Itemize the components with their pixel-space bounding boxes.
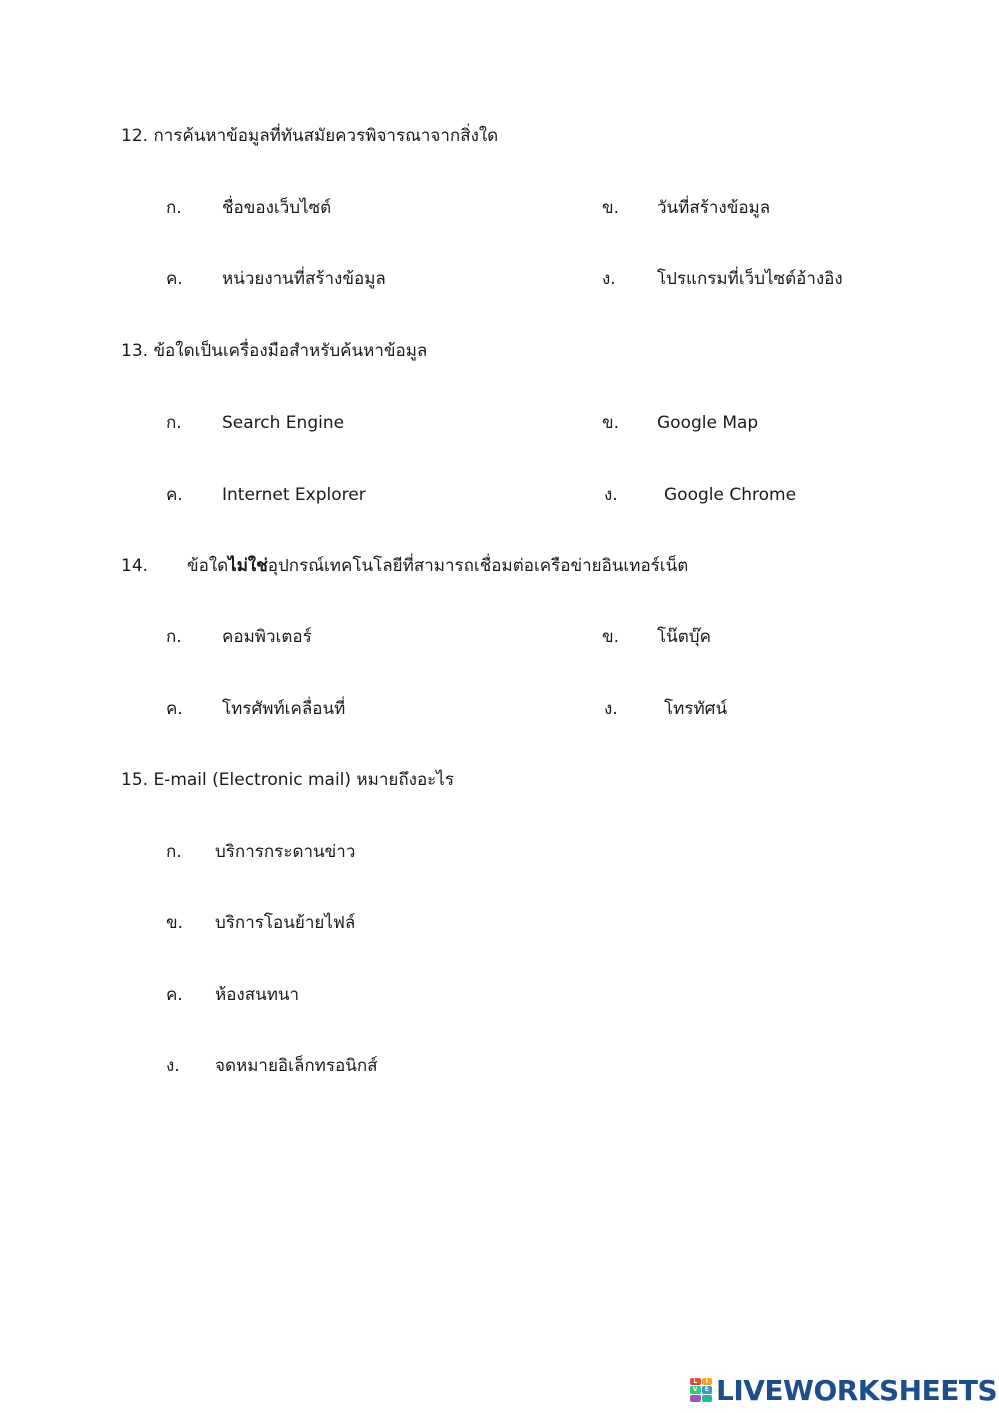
liveworksheets-logo xyxy=(690,1375,997,1405)
option-letter: ข. xyxy=(166,913,184,933)
logo-block: L xyxy=(690,1378,701,1385)
option-text: โทรทัศน์ xyxy=(664,699,728,719)
option-letter: ข. xyxy=(602,627,620,647)
option-letter: ค. xyxy=(166,985,183,1005)
option-letter: ง. xyxy=(604,485,618,505)
question-14-number: 14. xyxy=(121,556,149,576)
title-part: ข้อใด xyxy=(187,556,229,576)
option-text: วันที่สร้างข้อมูล xyxy=(657,198,771,218)
question-15-title: 15. E-mail (Electronic mail) หมายถึงอะไร xyxy=(121,770,454,790)
question-14-title xyxy=(187,558,688,575)
option-letter: ก. xyxy=(166,842,182,862)
logo-blocks-icon xyxy=(690,1378,712,1402)
question-12-title: 12. การค้นหาข้อมูลที่ทันสมัยควรพิจารณาจากสิ่งใด xyxy=(121,126,499,146)
title-part: อุปกรณ์เทคโนโลยีที่สามารถเชื่อมต่อเครือข่ายอินเทอร์เน็ต xyxy=(267,556,689,576)
option-letter: ค. xyxy=(166,485,183,505)
option-text: จดหมายอิเล็กทรอนิกส์ xyxy=(215,1056,378,1076)
option-letter: ก. xyxy=(166,198,182,218)
logo-text: LIVEWORKSHEETS xyxy=(716,1373,998,1407)
option-text: โทรศัพท์เคลื่อนที่ xyxy=(222,699,346,719)
title-emphasis: ไม่ใช่ xyxy=(228,556,268,576)
logo-block xyxy=(690,1395,701,1402)
option-letter: ข. xyxy=(602,413,620,433)
option-letter: ค. xyxy=(166,699,183,719)
option-text: Google Map xyxy=(657,413,759,433)
option-text: ห้องสนทนา xyxy=(215,985,300,1005)
logo-block: E xyxy=(702,1386,713,1393)
logo-block: V xyxy=(690,1386,701,1393)
option-letter: ข. xyxy=(602,198,620,218)
option-letter: ง. xyxy=(166,1056,180,1076)
option-text: หน่วยงานที่สร้างข้อมูล xyxy=(222,269,386,289)
option-text: Internet Explorer xyxy=(222,485,366,505)
option-text: โปรแกรมที่เว็บไซต์อ้างอิง xyxy=(657,269,843,289)
option-text: บริการกระดานข่าว xyxy=(215,842,356,862)
option-text: ชื่อของเว็บไซต์ xyxy=(222,198,332,218)
option-letter: ค. xyxy=(166,269,183,289)
option-letter: ก. xyxy=(166,413,182,433)
question-13-title: 13. ข้อใดเป็นเครื่องมือสำหรับค้นหาข้อมูล xyxy=(121,341,428,361)
logo-block: I xyxy=(702,1378,713,1385)
option-text: บริการโอนย้ายไฟล์ xyxy=(215,913,356,933)
option-text: คอมพิวเตอร์ xyxy=(222,627,312,647)
option-letter: ง. xyxy=(602,269,616,289)
option-text: Search Engine xyxy=(222,413,345,433)
option-text: Google Chrome xyxy=(664,485,797,505)
option-letter: ก. xyxy=(166,627,182,647)
option-text: โน๊ตบุ๊ค xyxy=(657,627,711,647)
logo-block xyxy=(702,1395,713,1402)
option-letter: ง. xyxy=(604,699,618,719)
